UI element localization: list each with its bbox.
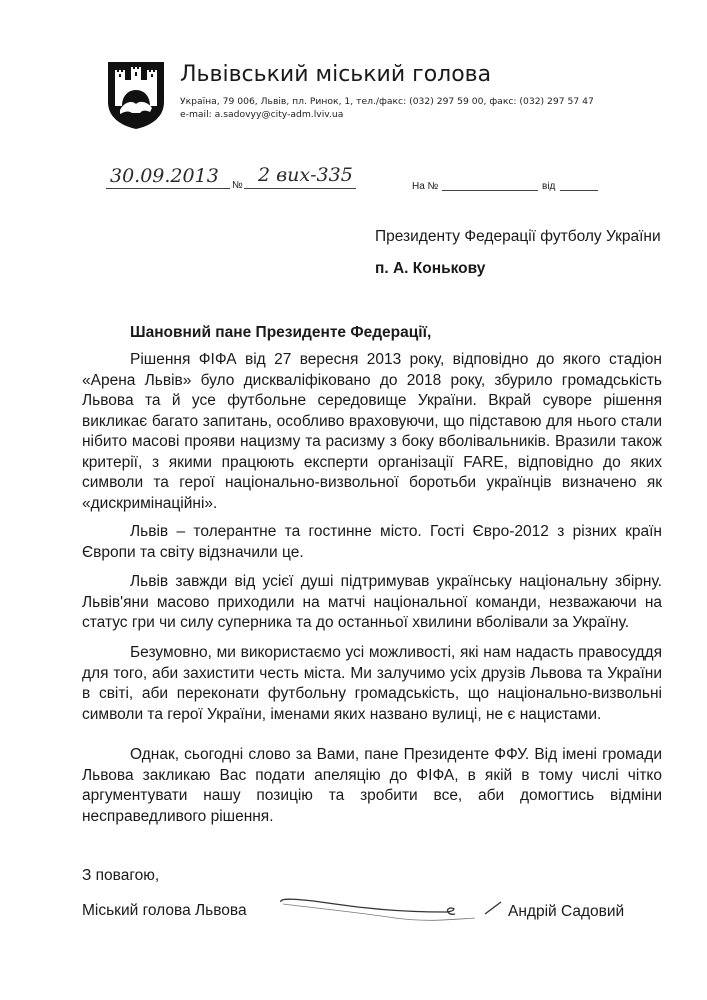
letterhead-title: Львівський міський голова [180, 62, 492, 87]
body-paragraph: Однак, сьогодні слово за Вами, пане Президенте ФФУ. Від імені громади Львова закликаю Вас подати апеляцію до ФІФА, в якій в тому числі чітко аргументувати нашу позицію та зробити все, аби домогтись відміни несправедливого рішення. [82, 746, 662, 825]
body-paragraph: Львів – толерантне та гостинне місто. Гості Євро-2012 з різних країн Європи та світу відзначили це. [82, 523, 662, 561]
number-underline [244, 188, 356, 189]
valediction: З повагою, [82, 867, 160, 884]
signer-title: Міський голова Львова [82, 902, 247, 919]
body-paragraph: Рішення ФІФА від 27 вересня 2013 року, відповідно до якого стадіон «Арена Львів» було дискваліфіковано до 2018 року, збурило громадськість Львова та й усе футбольне середовище України. Вкрай суворе рішення викликає багато запитань, особливо враховуючи, що підставою для нього стали нібито масові прояви нацизму та расизму з боку вболівальників. Вразили також критерії, з якими працюють експерти організації FARE, відповідно до яких символи та герої національно-визвольної боротьби українців визначено як «дискримінаційні». [82, 351, 662, 512]
reply-from-label: від [542, 181, 556, 192]
letterhead-email: e-mail: a.sadovyy@city-adm.lviv.ua [180, 109, 344, 120]
addressee-name: п. А. Конькову [375, 260, 486, 277]
signer-name: Андрій Садовий [508, 903, 625, 920]
outgoing-date: 30.09.2013 [110, 165, 219, 187]
outgoing-number: 2 вих-335 [258, 164, 353, 186]
date-underline [106, 188, 230, 189]
number-label: № [232, 180, 243, 191]
coat-of-arms-icon [106, 60, 166, 130]
body-paragraph: Львів завжди від усієї душі підтримував українську національну збірну. Львів'яни масово приходили на матчі національної команди, незважаючи на статус гри чи силу суперника та до останньої хвилини вболівали за Україну. [82, 573, 662, 631]
body-paragraph: Безумовно, ми використаємо усі можливості, які нам надасть правосуддя для того, аби захистити честь міста. Ми залучимо усіх друзів Львова та України в світі, аби переконати футбольну громадськість, що національно-визвольні символи та герої України, іменами яких названо вулиці, не є нацистами. [82, 644, 662, 723]
salutation: Шановний пане Президенте Федерації, [130, 324, 432, 341]
addressee-position: Президенту Федерації футболу України [375, 228, 661, 245]
reply-to-number-label: На № [412, 181, 439, 192]
handwritten-signature [275, 892, 515, 928]
reply-from-blank [560, 190, 598, 191]
letterhead-address: Україна, 79 006, Львів, пл. Ринок, 1, тел./факс: (032) 297 59 00, факс: (032) 297 57 47 [180, 96, 594, 107]
reply-to-number-blank [442, 190, 538, 191]
